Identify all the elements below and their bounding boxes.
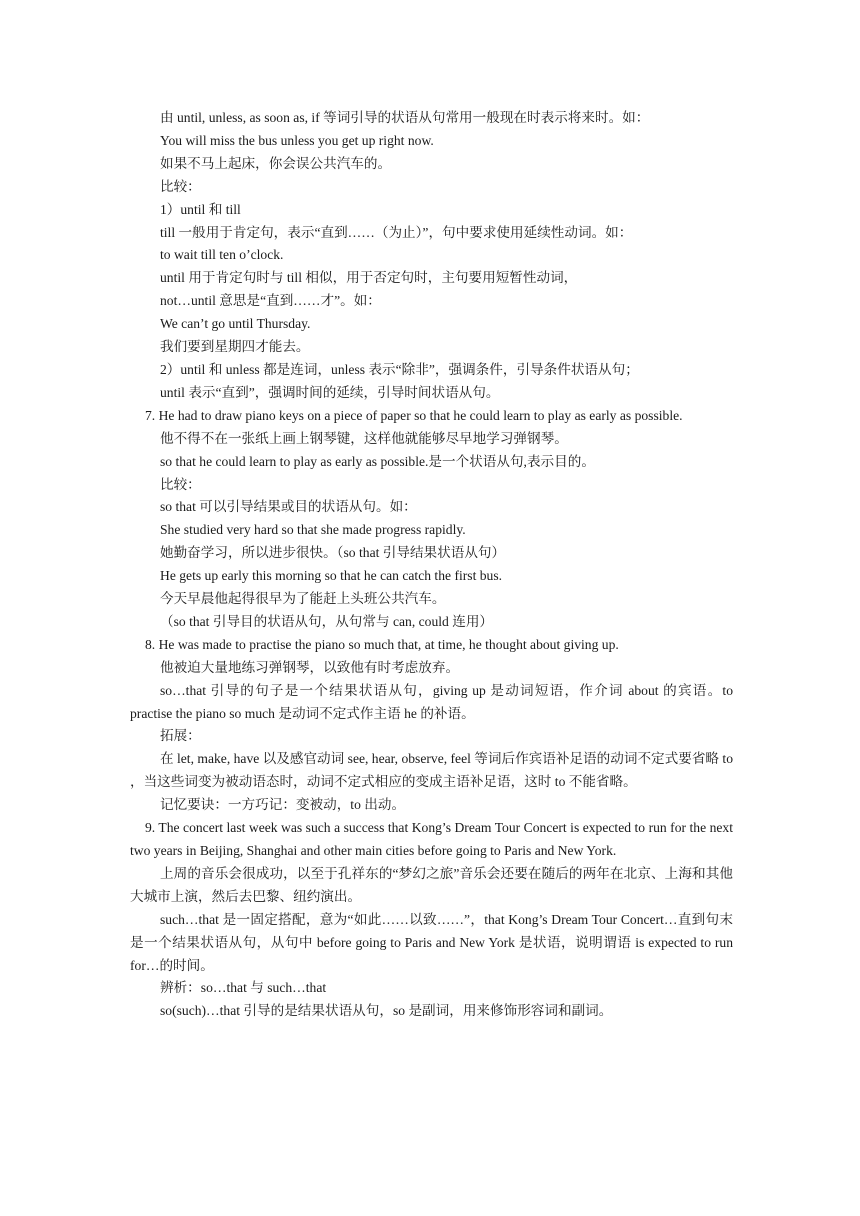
translation-line: 今天早晨他起得很早为了能赶上头班公共汽车。 <box>160 591 446 607</box>
translation-line: 他被迫大量地练习弹钢琴，以致他有时考虑放弃。 <box>160 659 460 675</box>
text-line: （so that 引导目的状语从句，从句常与 can, could 连用） <box>160 613 494 629</box>
example-sentence: She studied very hard so that she made progress rapidly. <box>160 522 466 538</box>
explanation-paragraph: 在 let, make, have 以及感官动词 see, hear, observe, feel 等词后作宾语补足语的动词不定式要省略 to ，当这些词变为被动语态时，动词不定式相应的变成主语补足语，这时 to 不能省略。 <box>130 751 733 790</box>
numbered-item-8: 8. He was made to practise the piano so much that, at time, he thought about giving up. <box>145 636 619 652</box>
text-line: until 用于肯定句时与 till 相似，用于否定句时，主句要用短暂性动词， <box>160 270 578 286</box>
example-sentence: We can’t go until Thursday. <box>160 316 311 332</box>
explanation-paragraph: so…that 引导的句子是一个结果状语从句，giving up 是动词短语，作介词 about 的宾语。to practise the piano so much 是动词不定式作主语 he 的补语。 <box>130 682 733 721</box>
document-body <box>130 107 733 1023</box>
translation-line: 她勤奋学习，所以进步很快。（so that 引导结果状语从句） <box>160 545 506 561</box>
example-sentence: You will miss the bus unless you get up right now. <box>160 132 434 148</box>
text-line: 由 until, unless, as soon as, if 等词引导的状语从句常用一般现在时表示将来时。如： <box>160 110 650 125</box>
numbered-item-9: 9. The concert last week was such a success that Kong’s Dream Tour Concert is expected to run for the next two years in Beijing, Shanghai and other main cities before going to Paris and New York. <box>130 820 733 858</box>
text-line: till 一般用于肯定句，表示“直到……（为止）”，句中要求使用延续性动词。如： <box>160 224 633 240</box>
example-sentence: He gets up early this morning so that he can catch the first bus. <box>160 568 503 584</box>
translation-paragraph: 上周的音乐会很成功，以至于孔祥东的“梦幻之旅”音乐会还要在随后的两年在北京、上海和其他大城市上演，然后去巴黎、纽约演出。 <box>130 865 733 904</box>
text-line: so that 可以引导结果或目的状语从句。如： <box>160 499 417 515</box>
text-line: so(such)…that 引导的是结果状语从句，so 是副词，用来修饰形容词和副词。 <box>160 1003 613 1019</box>
section-label: 比较： <box>160 476 201 492</box>
translation-line: 他不得不在一张纸上画上钢琴键，这样他就能够尽早地学习弹钢琴。 <box>160 430 568 446</box>
text-line: 2）until 和 unless 都是连词，unless 表示“除非”，强调条件，引导条件状语从句； <box>160 361 639 377</box>
section-label: 比较： <box>160 178 201 194</box>
text-line: until 表示“直到”，强调时间的延续，引导时间状语从句。 <box>160 384 500 400</box>
text-line: not…until 意思是“直到……才”。如： <box>160 293 381 309</box>
explanation-paragraph: such…that 是一固定搭配，意为“如此……以致……”，that Kong’s Dream Tour Concert…直到句末是一个结果状语从句，从句中 before going to Paris and New York 是状语，说明谓语 is expected to run for…的时间。 <box>130 911 733 973</box>
numbered-item-7: 7. He had to draw piano keys on a piece of paper so that he could learn to play as early as possible. <box>145 407 683 423</box>
example-sentence: to wait till ten o’clock. <box>160 247 284 263</box>
text-line: 记忆要诀：一方巧记：变被动，to 出动。 <box>160 797 406 813</box>
translation-line: 如果不马上起床，你会误公共汽车的。 <box>160 155 392 171</box>
section-label: 辨析：so…that 与 such…that <box>160 980 327 996</box>
translation-line: 我们要到星期四才能去。 <box>160 339 310 355</box>
section-label: 拓展： <box>160 728 201 744</box>
subheading: 1）until 和 till <box>160 201 241 217</box>
text-line: so that he could learn to play as early as possible.是一个状语从句,表示目的。 <box>160 453 595 469</box>
